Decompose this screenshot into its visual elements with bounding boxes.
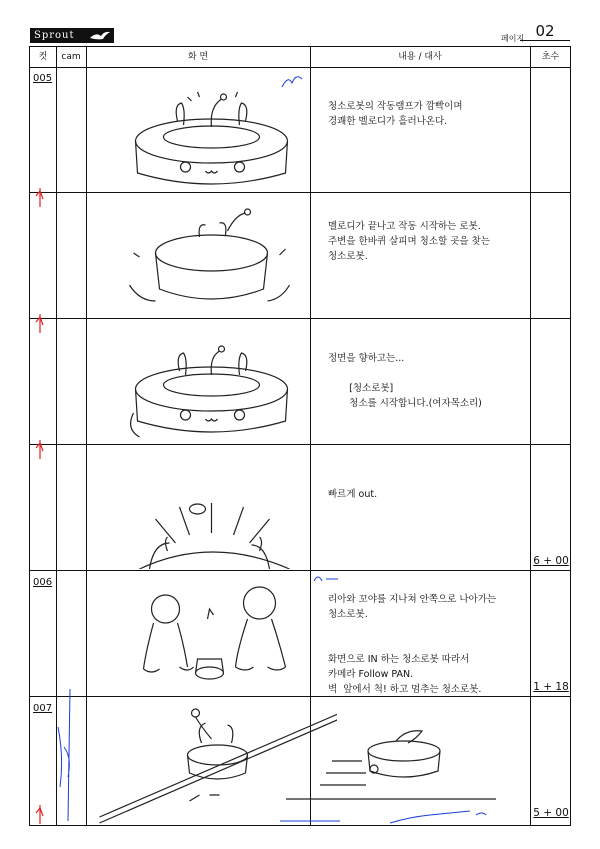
sketch-characters [86,573,337,695]
row-content: 빠르게 out. [328,489,378,500]
row-content: 리아와 꼬야를 지나쳐 안쪽으로 나아가는 청소로봇. 화면으로 IN 하는 청소로봇 따라서 카메라 Follow PAN. 벽 앞에서 척! 하고 멈추는 청소로봇. [328,594,497,695]
row-content: 정면을 향하고는... [청소로봇] 청소를 시작합니다.(여자목소리) [328,353,482,409]
sketch-robot-rotate [86,195,337,317]
duration: 1 + 18 [533,681,569,693]
grid-hline [30,67,570,68]
cut-arrow-icon [34,187,46,209]
col-header-content: 내용 / 대사 [398,52,442,62]
sprout-logo [30,28,114,43]
page-number: 02 [520,22,570,41]
row-content: 청소로봇의 작동램프가 깜빡이며 경쾌한 멜로디가 흘러나온다. [328,101,463,127]
grid-hline [30,570,570,571]
storyboard-sheet [29,46,571,826]
grid-hline [30,318,570,319]
col-header-seconds: 초수 [541,52,560,62]
blue-annotation [280,73,304,91]
blue-annotation [50,687,90,823]
cut-number: 007 [33,703,53,714]
bird-icon [89,30,111,41]
grid-hline [30,192,570,193]
page-label: 페이지 [501,34,525,43]
sketch-robot-stop [286,699,526,825]
logo-text: Sprout [34,30,75,41]
cut-number: 005 [33,73,53,84]
col-header-cut: 컷 [38,52,48,62]
cut-arrow-icon [34,804,46,826]
col-header-cam: cam [61,52,81,62]
cut-arrow-icon [34,439,46,461]
sketch-robot-face-front [86,321,337,443]
duration: 5 + 00 [533,807,569,819]
blue-annotation [312,571,342,585]
grid-vline [530,47,531,825]
blue-annotation [280,809,510,825]
grid-hline [30,444,570,445]
duration: 6 + 00 [533,555,569,567]
col-header-screen: 화 면 [187,52,209,62]
sketch-robot-out [86,447,337,569]
row-content: 멜로디가 끝나고 작동 시작하는 로봇. 주변을 한바퀴 살피며 청소할 곳을 찾는 청소로봇. [328,221,490,262]
cut-arrow-icon [34,313,46,335]
cut-number: 006 [33,577,53,588]
